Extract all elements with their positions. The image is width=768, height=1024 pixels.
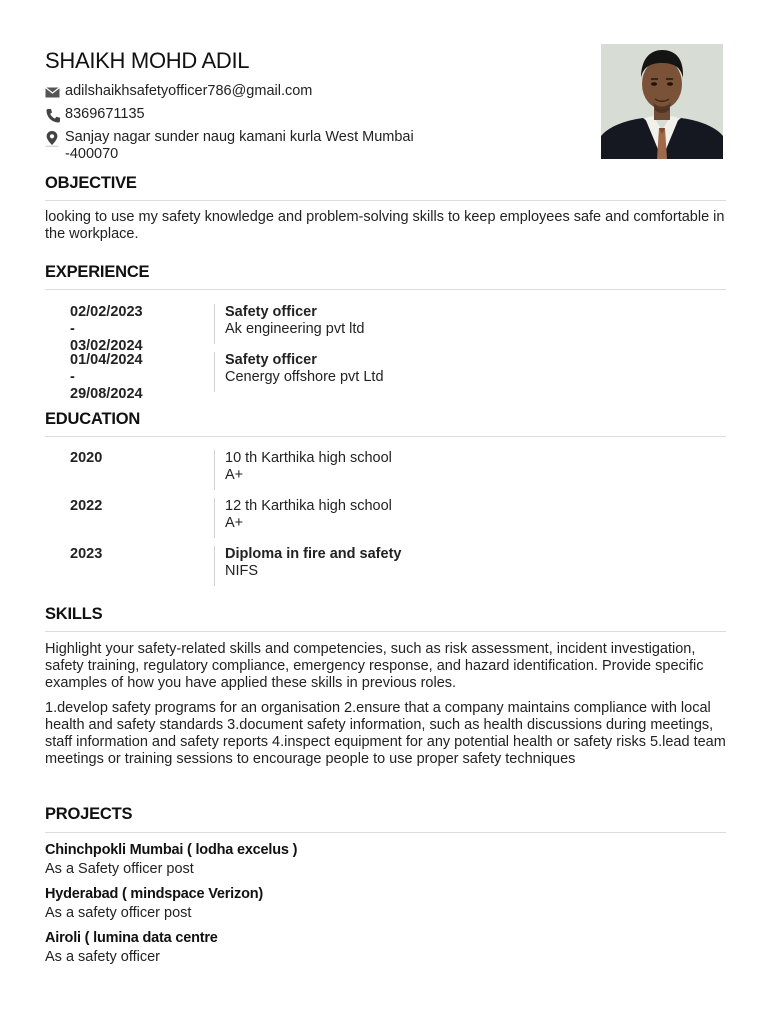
experience-company: Cenergy offshore pvt Ltd — [225, 369, 384, 385]
projects-heading: PROJECTS — [45, 805, 133, 823]
project-detail: As a safety officer — [45, 949, 160, 965]
objective-divider — [45, 200, 726, 201]
experience-company: Ak engineering pvt ltd — [225, 321, 365, 337]
envelope-icon — [45, 83, 65, 105]
education-name: 10 th Karthika high school — [225, 450, 392, 466]
skills-heading: SKILLS — [45, 605, 103, 623]
experience-date: 01/04/2024 - 29/08/2024 — [70, 352, 143, 402]
education-year: 2020 — [70, 450, 103, 466]
skills-summary: Highlight your safety-related skills and competencies, such as risk assessment, incident investigation, safety training, regulatory compliance, emergency response, and hazard identification. Provide specific examples of how you have applied these skills in previous roles. — [45, 641, 704, 691]
phone-icon — [45, 106, 65, 129]
project-detail: As a Safety officer post — [45, 861, 194, 877]
education-detail: A+ — [225, 467, 244, 483]
project-title: Chinchpokli Mumbai ( lodha excelus ) — [45, 842, 298, 858]
experience-role: Safety officer — [225, 304, 317, 320]
experience-role: Safety officer — [225, 352, 317, 368]
address-line-1: Sanjay nagar sunder naug kamani kurla West Mumbai — [65, 129, 414, 145]
objective-text: looking to use my safety knowledge and problem-solving skills to keep employees safe and comfortable in the workplace. — [45, 209, 725, 242]
skills-list: 1.develop safety programs for an organisation 2.ensure that a company maintains compliance with local health and safety standards 3.document safety information, such as health discussions during meetings, staff information and safety reports 4.inspect equipment for any potential health or safety risks 5.lead team meetings or training sessions to encourage people to use proper safety techniques — [45, 700, 726, 767]
education-name: Diploma in fire and safety — [225, 546, 402, 562]
email-text[interactable]: adilshaikhsafetyofficer786@gmail.com — [65, 83, 313, 99]
education-year: 2022 — [70, 498, 103, 514]
address-line-2: -400070 — [65, 146, 119, 162]
timeline-bar — [214, 498, 215, 538]
experience-date: 02/02/2023 - 03/02/2024 — [70, 304, 143, 354]
education-name: 12 th Karthika high school — [225, 498, 392, 514]
timeline-bar — [214, 450, 215, 490]
project-detail: As a safety officer post — [45, 905, 192, 921]
projects-divider — [45, 832, 726, 833]
education-detail: A+ — [225, 515, 244, 531]
experience-heading: EXPERIENCE — [45, 263, 150, 281]
email-row — [45, 83, 312, 105]
phone-text: 8369671135 — [65, 106, 145, 122]
project-title: Hyderabad ( mindspace Verizon) — [45, 886, 264, 902]
timeline-bar — [214, 304, 215, 344]
profile-photo — [601, 44, 723, 159]
education-year: 2023 — [70, 546, 103, 562]
education-divider — [45, 436, 726, 437]
timeline-bar — [214, 352, 215, 392]
objective-heading: OBJECTIVE — [45, 174, 137, 192]
skills-divider — [45, 631, 726, 632]
project-title: Airoli ( lumina data centre — [45, 930, 218, 946]
education-heading: EDUCATION — [45, 410, 141, 428]
candidate-name: SHAIKH MOHD ADIL — [45, 48, 250, 73]
location-pin-icon — [45, 129, 65, 163]
timeline-bar — [214, 546, 215, 586]
address-row — [45, 129, 414, 163]
experience-divider — [45, 289, 726, 290]
education-detail: NIFS — [225, 563, 259, 579]
phone-row — [45, 106, 145, 129]
